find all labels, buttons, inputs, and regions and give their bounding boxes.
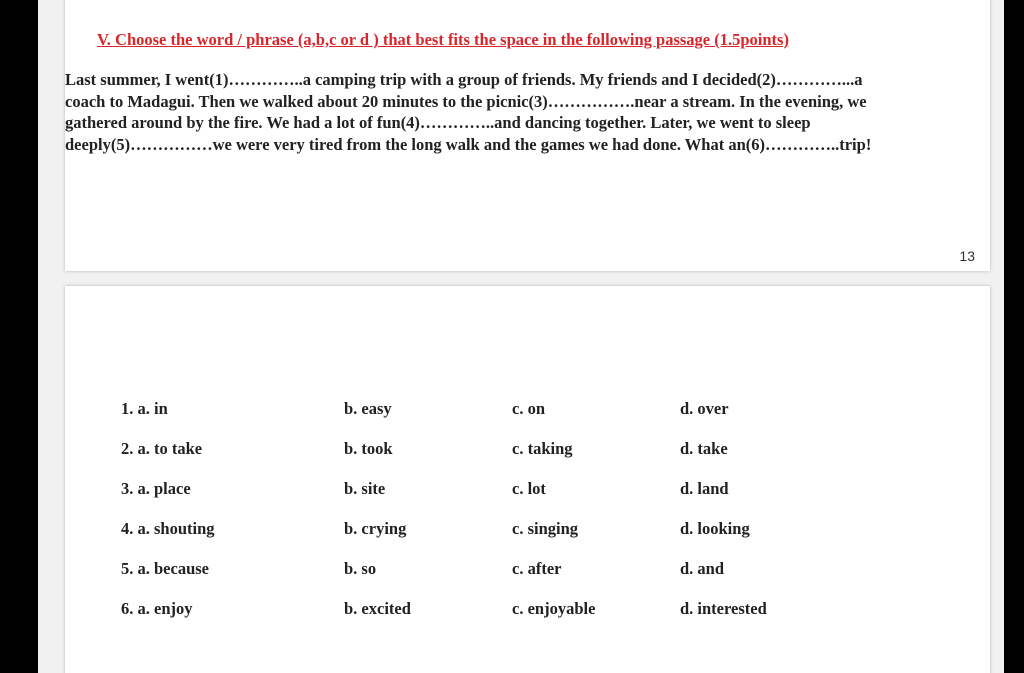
option-b: b. took xyxy=(344,439,393,458)
option-c: c. enjoyable xyxy=(512,599,596,618)
option-d: d. and xyxy=(680,559,725,578)
option-c: c. on xyxy=(512,399,545,418)
passage-line: Last summer, I went(1)…………..a camping trip with a group of friends. My friends and I decided(2)…………...a xyxy=(65,70,863,89)
option-b: b. so xyxy=(344,559,377,578)
option-d: d. interested xyxy=(680,599,767,618)
page-13 xyxy=(65,0,990,271)
option-c: c. taking xyxy=(512,439,573,458)
option-a: 2. a. to take xyxy=(121,439,203,458)
option-a: 6. a. enjoy xyxy=(121,599,193,618)
option-a: 3. a. place xyxy=(121,479,191,498)
passage-line: coach to Madagui. Then we walked about 20 minutes to the picnic(3)…………….near a stream. In the evening, we xyxy=(65,91,867,111)
option-b: b. site xyxy=(344,479,386,498)
option-a: 1. a. in xyxy=(121,399,168,418)
option-d: d. over xyxy=(680,399,729,418)
passage-line: gathered around by the fire. We had a lot of fun(4)…………..and dancing together. Later, we went to sleep xyxy=(65,113,811,132)
option-a: 5. a. because xyxy=(121,559,209,578)
option-c: c. after xyxy=(512,559,562,578)
option-d: d. take xyxy=(680,439,728,458)
passage xyxy=(65,69,977,155)
option-b: b. easy xyxy=(344,399,392,418)
option-d: d. looking xyxy=(680,519,750,538)
section-heading: V. Choose the word / phrase (a,b,c or d ) that best fits the space in the following passage (1.5points) xyxy=(97,30,789,49)
page-number: 13 xyxy=(959,248,975,264)
passage-line: deeply(5)……………we were very tired from the long walk and the games we had done. What an(6)…………..trip! xyxy=(65,134,872,154)
page-14 xyxy=(65,286,990,673)
option-c: c. lot xyxy=(512,479,546,498)
option-b: b. excited xyxy=(344,599,411,618)
document-viewer[interactable] xyxy=(38,0,1004,673)
option-b: b. crying xyxy=(344,519,407,538)
option-d: d. land xyxy=(680,479,729,498)
scrollbar[interactable] xyxy=(1004,0,1024,673)
option-c: c. singing xyxy=(512,519,579,538)
option-a: 4. a. shouting xyxy=(121,519,215,538)
